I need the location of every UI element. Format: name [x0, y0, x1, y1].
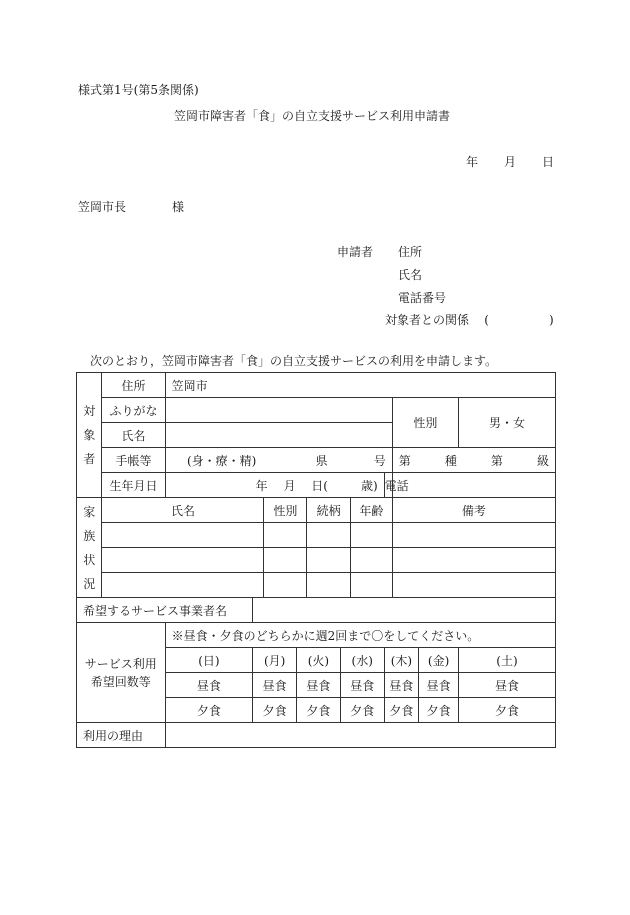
day-header: (水): [340, 648, 384, 673]
provider-field[interactable]: [253, 598, 556, 623]
subject-name-field[interactable]: [165, 423, 392, 448]
relation-paren-close: ): [548, 313, 554, 327]
family-row: [77, 573, 556, 598]
dinner-cell[interactable]: 夕食: [253, 698, 297, 723]
subject-phone-field[interactable]: [392, 473, 555, 498]
subject-phone-label: 電話: [384, 473, 392, 498]
lunch-cell[interactable]: 昼食: [419, 673, 459, 698]
intro-text: 次のとおり，笠岡市障害者「食」の自立支援サービスの利用を申請します。: [90, 354, 498, 368]
dinner-cell[interactable]: 夕食: [419, 698, 459, 723]
family-gender-cell[interactable]: [264, 573, 307, 598]
provider-label: 希望するサービス事業者名: [77, 598, 253, 623]
family-name-cell[interactable]: [102, 523, 264, 548]
family-relationship-cell[interactable]: [307, 548, 351, 573]
reason-label: 利用の理由: [77, 723, 166, 748]
form-number: 様式第1号(第5条関係): [78, 83, 199, 97]
applicant-relation: [385, 311, 554, 328]
addressee-mayor: 笠岡市長: [78, 200, 127, 214]
family-age-cell[interactable]: [351, 548, 393, 573]
family-header-age: 年齢: [351, 498, 393, 523]
handbook-number-suffix: 号: [373, 453, 386, 468]
subject-address-label: 住所: [102, 373, 165, 398]
applicant-label: 申請者: [337, 245, 374, 259]
family-header-name: 氏名: [102, 498, 264, 523]
dinner-cell[interactable]: 夕食: [458, 698, 555, 723]
subject-section-label: 対 象 者: [77, 373, 102, 498]
family-header-gender: 性別: [264, 498, 307, 523]
lunch-cell[interactable]: 昼食: [458, 673, 555, 698]
family-notes-cell[interactable]: [392, 523, 555, 548]
handbook-types: (身・療・精): [186, 453, 257, 468]
family-header-notes: 備考: [392, 498, 555, 523]
dinner-cell[interactable]: 夕食: [297, 698, 341, 723]
lunch-cell[interactable]: 昼食: [165, 673, 253, 698]
applicant-name-label: 氏名: [398, 268, 423, 282]
day-header: (木): [384, 648, 419, 673]
subject-gender-label: 性別: [392, 398, 458, 448]
day-header: (月): [253, 648, 297, 673]
family-name-cell[interactable]: [102, 548, 264, 573]
subject-address-field[interactable]: 笠岡市: [165, 373, 555, 398]
subject-handbook-field[interactable]: [165, 448, 392, 473]
subject-birthdate-field[interactable]: 年 月 日( 歳): [165, 473, 384, 498]
subject-furigana-field[interactable]: [165, 398, 392, 423]
lunch-cell[interactable]: 昼食: [340, 673, 384, 698]
handbook-prefecture: 県: [315, 453, 328, 468]
family-age-cell[interactable]: [351, 523, 393, 548]
family-gender-cell[interactable]: [264, 548, 307, 573]
addressee-honorific: 様: [172, 200, 185, 214]
date-line: [466, 153, 554, 170]
date-day: 日: [542, 155, 555, 169]
family-section-label: 家 族 状 況: [77, 498, 102, 598]
subject-gender-options[interactable]: 男・女: [458, 398, 555, 448]
reason-field[interactable]: [165, 723, 555, 748]
subject-handbook-label: 手帳等: [102, 448, 165, 473]
applicant-address-label: 住所: [398, 245, 423, 259]
family-name-cell[interactable]: [102, 573, 264, 598]
subject-furigana-label: ふりがな: [102, 398, 165, 423]
service-frequency-label: サービス利用 希望回数等: [77, 623, 166, 723]
day-header: (金): [419, 648, 459, 673]
family-notes-cell[interactable]: [392, 573, 555, 598]
subject-name-label: 氏名: [102, 423, 165, 448]
family-row: [77, 548, 556, 573]
addressee: [78, 198, 184, 215]
family-notes-cell[interactable]: [392, 548, 555, 573]
date-year: 年: [466, 155, 479, 169]
relation-paren-open: (: [484, 313, 489, 327]
relation-label: 対象者との関係: [385, 313, 470, 327]
family-relationship-cell[interactable]: [307, 573, 351, 598]
day-header: (土): [458, 648, 555, 673]
lunch-cell[interactable]: 昼食: [253, 673, 297, 698]
dinner-cell[interactable]: 夕食: [165, 698, 253, 723]
family-gender-cell[interactable]: [264, 523, 307, 548]
application-form-table: [76, 372, 556, 748]
dinner-cell[interactable]: 夕食: [340, 698, 384, 723]
applicant-phone-label: 電話番号: [398, 291, 447, 305]
family-age-cell[interactable]: [351, 573, 393, 598]
subject-certificate-grade-field[interactable]: 第 種 第 級: [392, 448, 555, 473]
service-note: ※昼食・夕食のどちらかに週2回まで〇をしてください。: [165, 623, 555, 648]
lunch-cell[interactable]: 昼食: [384, 673, 419, 698]
day-header: (日): [165, 648, 253, 673]
lunch-cell[interactable]: 昼食: [297, 673, 341, 698]
document-title: 笠岡市障害者「食」の自立支援サービス利用申請書: [174, 109, 451, 123]
family-row: [77, 523, 556, 548]
day-header: (火): [297, 648, 341, 673]
family-relationship-cell[interactable]: [307, 523, 351, 548]
date-month: 月: [504, 155, 517, 169]
family-header-relationship: 続柄: [307, 498, 351, 523]
dinner-cell[interactable]: 夕食: [384, 698, 419, 723]
subject-birthdate-label: 生年月日: [102, 473, 165, 498]
